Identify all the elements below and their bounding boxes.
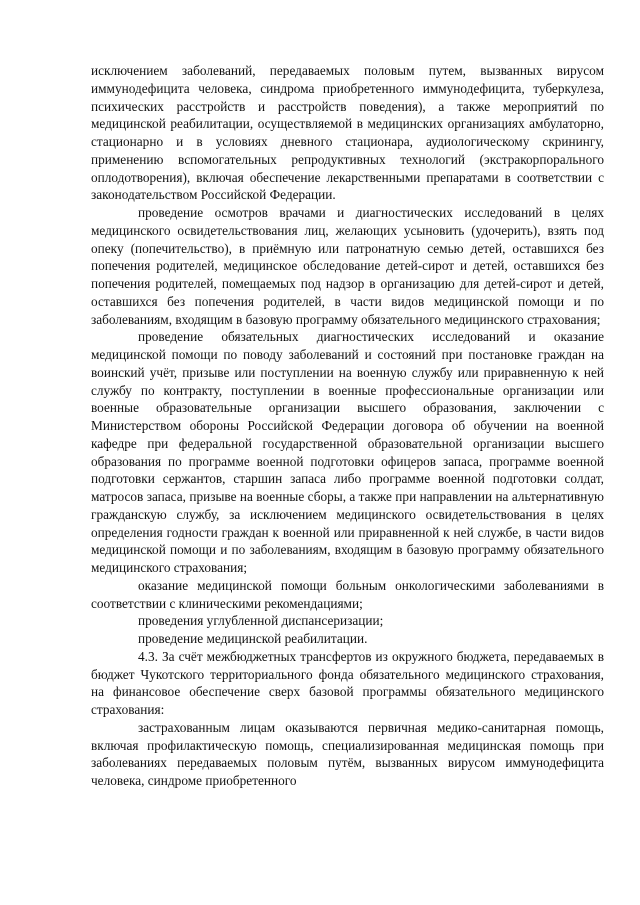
paragraph-adoption-exams: проведение осмотров врачами и диагностических исследований в целях медицинского освидетельствования лиц, желающих усыновить (удочерить), взять под опеку (попечительство), в приёмную или патронатную семью детей, оставшихся без попечения родителей, медицинское обследование детей-сирот и детей, оставшихся без попечения родителей, помещаемых под надзор в организацию для детей-сирот и детей, оставшихся без попечения родителей, в части видов медицинской помощи и по заболеваниям, входящим в базовую программу обязательного медицинского страхования;	[91, 205, 604, 327]
paragraph-military-exams: проведение обязательных диагностических исследований и оказание медицинской помощи по поводу заболеваний и состояний при постановке граждан на воинский учёт, призыве или поступлении на военную службу или приравненную к ней службу по контракту, поступлении в военные профессиональные организации или военные образовательные организации высшего образования, заключении с Министерством обороны Российской Федерации договора об обучении на военной кафедре при федеральной государственной образовательной организации высшего образования по программе военной подготовки офицеров запаса, программе военной подготовки сержантов, старшин запаса либо программе военной подготовки солдат, матросов запаса, призыве на военные сборы, а также при направлении на альтернативную гражданскую службу, за исключением медицинского освидетельствования в целях определения годности граждан к военной или приравненной к ней службе, в части видов медицинской помощи и по заболеваниям, входящим в базовую программу обязательного медицинского страхования;	[91, 329, 604, 575]
paragraph-section-4-3: 4.3. За счёт межбюджетных трансфертов из окружного бюджета, передаваемых в бюджет Чукотского территориального фонда обязательного медицинского страхования, на финансовое обеспечение сверх базовой программы обязательного медицинского страхования:	[91, 648, 604, 717]
paragraph-oncology: оказание медицинской помощи больным онкологическими заболеваниями в соответствии с клиническими рекомендациями;	[91, 577, 604, 611]
paragraph-insured-persons: застрахованным лицам оказываются первичная медико-санитарная помощь, включая профилактическую помощь, специализированная медицинская помощь при заболеваниях передаваемых половым путём, вызванных вирусом иммунодефицита человека, синдроме приобретенного	[91, 719, 604, 788]
paragraph-continuation: исключением заболеваний, передаваемых половым путем, вызванных вирусом иммунодефицита человека, синдрома приобретенного иммунодефицита, туберкулеза, психических расстройств и расстройств поведения), а также мероприятий по медицинской реабилитации, осуществляемой в медицинских организациях амбулаторно, стационарно и в условиях дневного стационара, аудиологическому скринингу, применению вспомогательных репродуктивных технологий (экстракорпорального оплодотворения), включая обеспечение лекарственными препаратами в соответствии с законодательством Российской Федерации.	[91, 63, 604, 203]
paragraph-deep-screening: проведения углубленной диспансеризации;	[138, 613, 384, 629]
paragraph-rehabilitation: проведение медицинской реабилитации.	[138, 631, 368, 646]
